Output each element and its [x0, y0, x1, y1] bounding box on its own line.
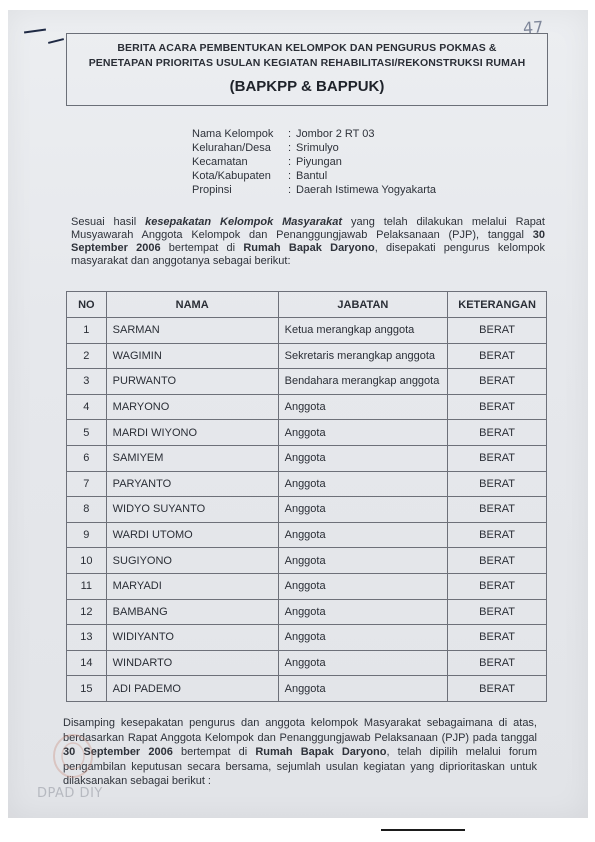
cell-no: 12 — [67, 599, 107, 625]
cell-nama: WINDARTO — [106, 650, 278, 676]
cell-keterangan: BERAT — [448, 650, 547, 676]
footer-rule — [381, 829, 465, 831]
table-row — [67, 599, 547, 625]
cell-nama: SARMAN — [106, 318, 278, 344]
cell-nama: PURWANTO — [106, 369, 278, 395]
cell-no: 6 — [67, 445, 107, 471]
table-row — [67, 343, 547, 369]
title-box — [66, 33, 548, 106]
info-row: Kecamatan : Piyungan — [192, 156, 342, 168]
info-label: Nama Kelompok — [192, 128, 274, 140]
cell-jabatan: Anggota — [278, 676, 448, 702]
cell-no: 5 — [67, 420, 107, 446]
col-header-jabatan: JABATAN — [278, 292, 448, 318]
title-line-1: BERITA ACARA PEMBENTUKAN KELOMPOK DAN PENGURUS POKMAS & — [117, 42, 497, 54]
cell-nama: BAMBANG — [106, 599, 278, 625]
intro-paragraph: Sesuai hasil kesepakatan Kelompok Masyarakat yang telah dilakukan melalui Rapat Musyawarah Anggota Kelompok dan Penanggungjawab Pelaksanaan (PJP), tanggal 30 September 2006 bertempat di Rumah Bapak Daryono, disepakati pengurus kelompok masyarakat dan anggotanya sebagai berikut: — [71, 216, 545, 267]
cell-no: 9 — [67, 522, 107, 548]
cell-keterangan: BERAT — [448, 599, 547, 625]
info-value: Bantul — [296, 170, 328, 182]
col-header-no: NO — [67, 292, 107, 318]
cell-no: 2 — [67, 343, 107, 369]
cell-jabatan: Ketua merangkap anggota — [278, 318, 448, 344]
cell-nama: MARDI WIYONO — [106, 420, 278, 446]
table-row — [67, 650, 547, 676]
cell-no: 13 — [67, 625, 107, 651]
document-title: (BAPKPP & BAPPUK) — [229, 78, 385, 95]
cell-keterangan: BERAT — [448, 369, 547, 395]
cell-no: 11 — [67, 573, 107, 599]
cell-nama: SUGIYONO — [106, 548, 278, 574]
table-row — [67, 369, 547, 395]
cell-nama: MARYADI — [106, 573, 278, 599]
cell-keterangan: BERAT — [448, 625, 547, 651]
cell-keterangan: BERAT — [448, 676, 547, 702]
cell-jabatan: Anggota — [278, 548, 448, 574]
cell-keterangan: BERAT — [448, 343, 547, 369]
info-label: Kelurahan/Desa — [192, 142, 271, 154]
cell-no: 8 — [67, 497, 107, 523]
watermark: DPAD DIY — [37, 786, 103, 801]
cell-nama: WIDYO SUYANTO — [106, 497, 278, 523]
cell-nama: PARYANTO — [106, 471, 278, 497]
cell-keterangan: BERAT — [448, 445, 547, 471]
cell-keterangan: BERAT — [448, 573, 547, 599]
table-row — [67, 471, 547, 497]
closing-paragraph: Disamping kesepakatan pengurus dan anggota kelompok Masyarakat sebagaimana di atas, berdasarkan Rapat Anggota Kelompok dan Penanggungjawab Pelaksanaan (PJP) pada tanggal 30 September 2006 bertempat di Rumah Bapak Daryono, telah dipilih melalui forum pengambilan keputusan secara bersama, sejumlah usulan kegiatan yang diprioritaskan untuk dilaksanakan sebagai berikut : — [63, 717, 538, 787]
cell-jabatan: Anggota — [278, 522, 448, 548]
members-table — [66, 291, 547, 702]
table-header-row — [67, 292, 547, 318]
cell-no: 4 — [67, 394, 107, 420]
cell-keterangan: BERAT — [448, 548, 547, 574]
cell-nama: ADI PADEMO — [106, 676, 278, 702]
table-row — [67, 573, 547, 599]
info-row: Kelurahan/Desa : Srimulyo — [192, 142, 339, 154]
cell-no: 1 — [67, 318, 107, 344]
cell-jabatan: Anggota — [278, 573, 448, 599]
info-value: Jombor 2 RT 03 — [296, 128, 375, 140]
cell-no: 15 — [67, 676, 107, 702]
cell-no: 7 — [67, 471, 107, 497]
info-row: Kota/Kabupaten : Bantul — [192, 170, 328, 182]
table-row — [67, 522, 547, 548]
table-row — [67, 445, 547, 471]
cell-jabatan: Anggota — [278, 394, 448, 420]
info-row: Nama Kelompok : Jombor 2 RT 03 — [192, 128, 375, 140]
cell-no: 3 — [67, 369, 107, 395]
info-value: Daerah Istimewa Yogyakarta — [296, 184, 437, 196]
cell-no: 10 — [67, 548, 107, 574]
cell-jabatan: Anggota — [278, 471, 448, 497]
info-value: Piyungan — [296, 156, 342, 168]
cell-nama: WARDI UTOMO — [106, 522, 278, 548]
col-header-keterangan: KETERANGAN — [448, 292, 547, 318]
cell-jabatan: Bendahara merangkap anggota — [278, 369, 448, 395]
col-header-nama: NAMA — [106, 292, 278, 318]
info-label: Kecamatan — [192, 156, 248, 168]
table-row — [67, 420, 547, 446]
info-value: Srimulyo — [296, 142, 339, 154]
table-row — [67, 318, 547, 344]
cell-jabatan: Anggota — [278, 497, 448, 523]
info-label: Kota/Kabupaten — [192, 170, 271, 182]
cell-jabatan: Anggota — [278, 625, 448, 651]
cell-keterangan: BERAT — [448, 394, 547, 420]
cell-jabatan: Anggota — [278, 599, 448, 625]
cell-jabatan: Anggota — [278, 650, 448, 676]
info-row: Propinsi : Daerah Istimewa Yogyakarta — [192, 184, 437, 196]
cell-nama: WAGIMIN — [106, 343, 278, 369]
cell-keterangan: BERAT — [448, 420, 547, 446]
table-row — [67, 394, 547, 420]
stamp-seal-icon — [52, 733, 94, 779]
page-number: 47 — [522, 17, 544, 38]
table-row — [67, 625, 547, 651]
cell-keterangan: BERAT — [448, 522, 547, 548]
cell-nama: MARYONO — [106, 394, 278, 420]
table-row — [67, 548, 547, 574]
cell-keterangan: BERAT — [448, 471, 547, 497]
cell-keterangan: BERAT — [448, 318, 547, 344]
cell-no: 14 — [67, 650, 107, 676]
cell-jabatan: Sekretaris merangkap anggota — [278, 343, 448, 369]
table-row — [67, 497, 547, 523]
group-info — [192, 127, 436, 197]
table-row — [67, 676, 547, 702]
cell-jabatan: Anggota — [278, 420, 448, 446]
cell-keterangan: BERAT — [448, 497, 547, 523]
cell-nama: WIDIYANTO — [106, 625, 278, 651]
cell-nama: SAMIYEM — [106, 445, 278, 471]
cell-jabatan: Anggota — [278, 445, 448, 471]
info-label: Propinsi — [192, 184, 232, 196]
title-line-2: PENETAPAN PRIORITAS USULAN KEGIATAN REHABILITASI/REKONSTRUKSI RUMAH — [88, 57, 526, 69]
